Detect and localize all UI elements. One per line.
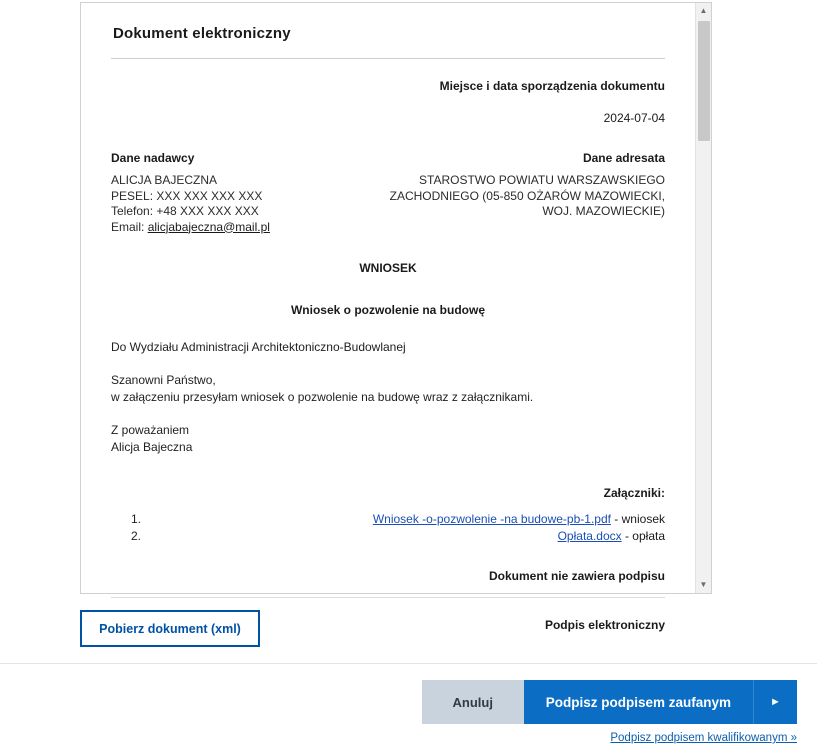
list-item	[111, 529, 665, 543]
closing-block	[111, 422, 665, 456]
sender-email-row	[111, 220, 365, 236]
place-date-label: Miejsce i data sporządzenia dokumentu	[439, 79, 665, 93]
document-type: WNIOSEK	[359, 261, 417, 275]
cancel-button[interactable]: Anuluj	[422, 680, 524, 724]
attachments-list	[111, 512, 665, 543]
sender-heading: Dane nadawcy	[111, 151, 195, 165]
recipient-heading: Dane adresata	[582, 151, 665, 165]
attachments-title: Załączniki:	[603, 486, 665, 500]
footer-actions	[0, 680, 817, 724]
attachment-link[interactable]: Wniosek -o-pozwolenie -na budowe-pb-1.pdf	[372, 512, 611, 526]
scrollbar-track[interactable]	[696, 19, 711, 577]
signature-divider	[111, 597, 665, 598]
sign-qualified-link[interactable]: Podpisz podpisem kwalifikowanym »	[610, 732, 797, 744]
sign-trusted-profile-button[interactable]: Podpisz podpisem zaufanym	[524, 680, 753, 724]
scrollbar-thumb[interactable]	[698, 21, 710, 141]
attachment-suffix: - wniosek	[610, 512, 665, 526]
signature-name: Alicja Bajeczna	[111, 440, 193, 454]
recipient-department: Do Wydziału Administracji Architektoniczno-Budowlanej	[111, 340, 406, 354]
sender-phone: Telefon: +48 XXX XXX XXX	[111, 204, 259, 218]
letter-body	[111, 372, 665, 406]
scroll-down-icon[interactable]: ▼	[699, 580, 708, 589]
footer-divider	[0, 663, 817, 664]
document-date: 2024-07-04	[603, 111, 665, 125]
scroll-up-icon[interactable]: ▲	[699, 6, 708, 15]
document-subject: Wniosek o pozwolenie na budowę	[290, 303, 485, 317]
sign-button-group	[524, 680, 797, 724]
attachment-suffix: - opłata	[621, 529, 665, 543]
attachment-entry	[151, 512, 665, 526]
download-xml-button[interactable]: Pobierz dokument (xml)	[80, 610, 260, 647]
body-text: w załączeniu przesyłam wniosek o pozwolenie na budowę wraz z załącznikami.	[111, 390, 534, 404]
parties-block	[111, 151, 665, 235]
attachment-link[interactable]: Opłata.docx	[557, 529, 622, 543]
document-scrollbar[interactable]	[695, 3, 711, 593]
signature-section-heading: Podpis elektroniczny	[544, 618, 665, 632]
signature-status: Dokument nie zawiera podpisu	[488, 569, 665, 583]
salutation: Szanowni Państwo,	[111, 373, 216, 387]
title-divider	[111, 58, 665, 59]
recipient-address: STAROSTWO POWIATU WARSZAWSKIEGO ZACHODNIEGO (05-850 OŻARÓW MAZOWIECKI, WOJ. MAZOWIECKIE)	[389, 173, 665, 218]
sender-pesel: PESEL: XXX XXX XXX XXX	[111, 188, 263, 203]
sender-details	[111, 173, 365, 235]
sender-email-label: Email:	[111, 219, 145, 234]
attachment-entry	[151, 529, 665, 543]
attachment-number: 2.	[131, 529, 142, 543]
arrow-right-icon[interactable]: ►	[753, 680, 797, 724]
sender-name: ALICJA BAJECZNA	[111, 173, 218, 187]
sender-block	[111, 151, 365, 235]
recipient-block	[389, 151, 665, 235]
closing: Z poważaniem	[111, 423, 190, 437]
document-title: Dokument elektroniczny	[113, 25, 291, 42]
list-item	[111, 512, 665, 526]
attachment-number: 1.	[131, 512, 142, 526]
sender-email-link[interactable]: alicjabajeczna@mail.pl	[147, 219, 270, 234]
